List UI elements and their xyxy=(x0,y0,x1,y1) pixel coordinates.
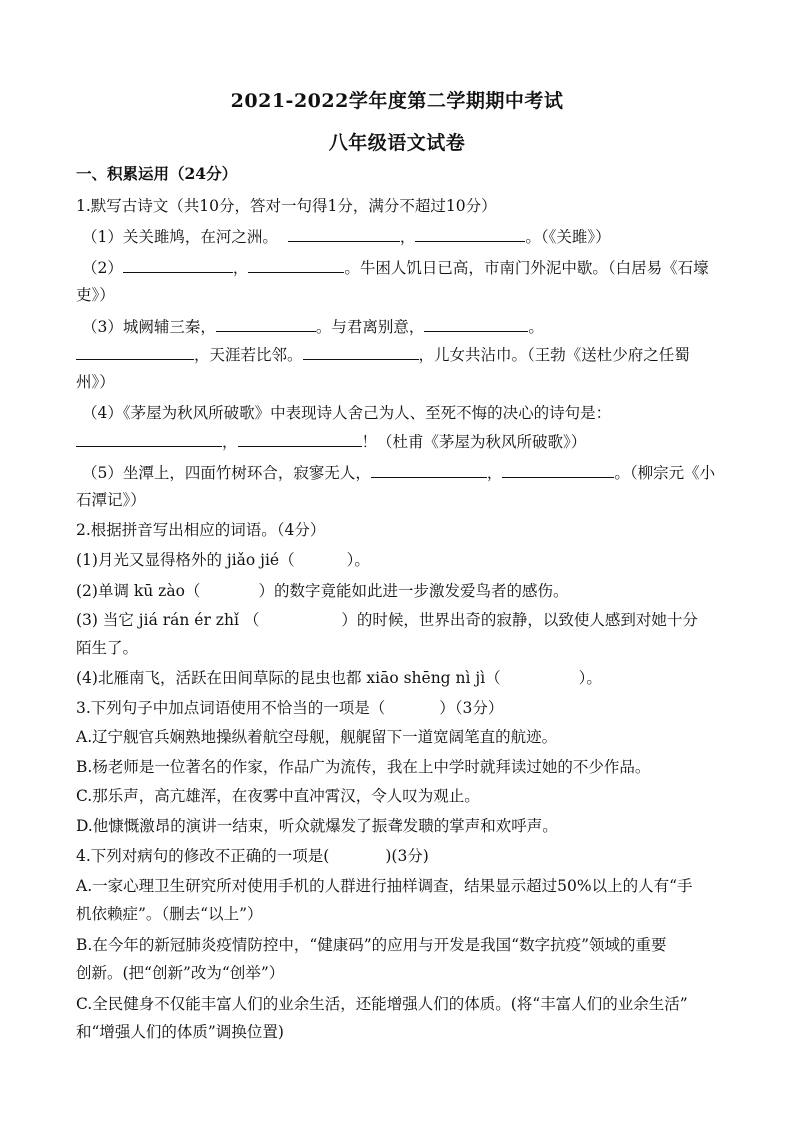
answer-blank[interactable] xyxy=(424,315,528,332)
q1-5-text: （5）坐潭上，四面竹树环合，寂寥无人， xyxy=(82,464,371,482)
q4-stem-text: 4.下列对病句的修改不正确的一项是( xyxy=(76,847,330,865)
q1-3-source: ，儿女共沾巾。（王勃《送杜少府之任蜀 xyxy=(418,346,690,364)
answer-blank[interactable] xyxy=(502,461,614,478)
answer-blank[interactable] xyxy=(288,225,400,242)
q1-1-text: （1）关关雎鸠，在河之洲。 xyxy=(82,228,278,246)
q2-4-end: ）。 xyxy=(578,669,602,687)
q1-item-1 xyxy=(82,225,730,248)
q1-item-5 xyxy=(82,461,730,484)
q1-1-source: 。（《关雎》） xyxy=(525,228,611,246)
q2-stem: 2.根据拼音写出相应的词语。（4分） xyxy=(76,521,326,539)
q2-item-3 xyxy=(76,609,724,631)
q2-item-2 xyxy=(76,580,724,602)
answer-blank[interactable] xyxy=(248,256,344,273)
answer-blank[interactable] xyxy=(216,315,316,332)
q1-item-3 xyxy=(82,315,730,338)
q1-item-4: （4）《茅屋为秋风所破歌》中表现诗人舍己为人、至死不悔的决心的诗句是： xyxy=(82,404,612,422)
q3-stem-score: ）（3分） xyxy=(439,699,504,717)
answer-blank[interactable] xyxy=(303,343,419,360)
q1-2-text: 。牛困人饥日已高，市南门外泥中歇。（白居易《石壕 xyxy=(344,259,709,277)
answer-blank[interactable] xyxy=(371,461,487,478)
q2-item-4 xyxy=(76,667,724,689)
exam-title: 2021-2022学年度第二学期期中考试 xyxy=(230,90,564,112)
q4-option-c-cont: 和“增强人们的体质”调换位置) xyxy=(76,1023,284,1041)
q1-2-num: （2） xyxy=(82,259,123,277)
q2-3-end: ）的时候，世界出奇的寂静，以致使人感到对她十分 xyxy=(341,611,698,629)
answer-blank[interactable] xyxy=(238,430,362,447)
q3-option-d: D.他慷慨激昂的演讲一结束，听众就爆发了振聋发聩的掌声和欢呼声。 xyxy=(76,817,558,835)
q1-item-3-cont2: 州》） xyxy=(76,373,115,391)
q3-option-a: A.辽宁舰官兵娴熟地操纵着航空母舰，舰艉留下一道宽阔笔直的航迹。 xyxy=(76,728,558,746)
q2-2-end: ）的数字竟能如此进一步激发爱鸟者的感伤。 xyxy=(258,582,569,600)
q4-option-b-cont: 创新。(把“创新”改为“创举”） xyxy=(76,964,285,982)
q1-3-text2: 。与君离别意， xyxy=(315,318,425,336)
answer-blank[interactable] xyxy=(415,225,525,242)
q4-option-c: C.全民健身不仅能丰富人们的业余生活，还能增强人们的体质。(将“丰富人们的业余生活” xyxy=(76,995,688,1013)
q1-item-5-cont: 石潭记》） xyxy=(76,491,146,509)
q1-item-2-cont: 吏》） xyxy=(76,286,115,304)
q4-stem-score: )(3分) xyxy=(385,847,429,865)
q4-option-a-cont: 机依赖症”。（删去“以上”） xyxy=(76,905,263,923)
q1-item-2 xyxy=(82,256,730,279)
q2-4-text: (4)北雁南飞，活跃在田间草际的昆虫也都 xiāo shēng nì jì（ xyxy=(76,669,501,687)
q1-3-end: 。 xyxy=(528,318,544,336)
q1-5-sep: ， xyxy=(486,464,503,482)
answer-blank[interactable] xyxy=(123,256,233,273)
q2-1-text: (1)月光又显得格外的 jiǎo jié（ xyxy=(76,551,295,569)
q1-4-sep: ， xyxy=(222,433,238,451)
q2-1-end: ）。 xyxy=(346,551,370,569)
answer-blank[interactable] xyxy=(76,430,222,447)
q1-2-sep: ， xyxy=(232,259,249,277)
q2-item-3-cont: 陌生了。 xyxy=(76,639,139,657)
q1-stem: 1.默写古诗文（共10分，答对一句得1分，满分不超过10分） xyxy=(76,197,497,215)
q4-option-a: A.一家心理卫生研究所对使用手机的人群进行抽样调查，结果显示超过50%以上的人有“手 xyxy=(76,877,693,895)
q3-option-c: C.那乐声，高亢雄浑，在夜雾中直冲霄汉，令人叹为观止。 xyxy=(76,787,480,805)
q3-stem xyxy=(76,697,724,719)
q1-item-3-cont xyxy=(76,343,724,366)
q1-item-4-cont xyxy=(76,430,724,453)
q1-4-source: ！（杜甫《茅屋为秋风所破歌》） xyxy=(361,433,587,451)
q1-5-source: 。（柳宗元《小 xyxy=(614,464,716,482)
q2-3-text: (3) 当它 jiá rán ér zhǐ （ xyxy=(76,611,260,629)
q4-option-b: B.在今年的新冠肺炎疫情防控中，“健康码”的应用与开发是我国“数字抗疫”领域的重要 xyxy=(76,936,667,954)
q1-1-sep: ， xyxy=(399,228,416,246)
q4-stem xyxy=(76,845,724,867)
answer-blank[interactable] xyxy=(76,343,194,360)
q2-2-text: (2)单调 kū zào（ xyxy=(76,582,201,600)
q3-stem-text: 3.下列句子中加点词语使用不恰当的一项是（ xyxy=(76,699,386,717)
q1-3-text3: ，天涯若比邻。 xyxy=(194,346,303,364)
q2-item-1 xyxy=(76,549,724,571)
q1-3-text: （3）城阙辅三秦， xyxy=(82,318,216,336)
exam-subtitle: 八年级语文试卷 xyxy=(328,132,466,154)
section-heading: 一、积累运用（24分） xyxy=(76,164,238,183)
q3-option-b: B.杨老师是一位著名的作家，作品广为流传，我在上中学时就拜读过她的不少作品。 xyxy=(76,758,651,776)
